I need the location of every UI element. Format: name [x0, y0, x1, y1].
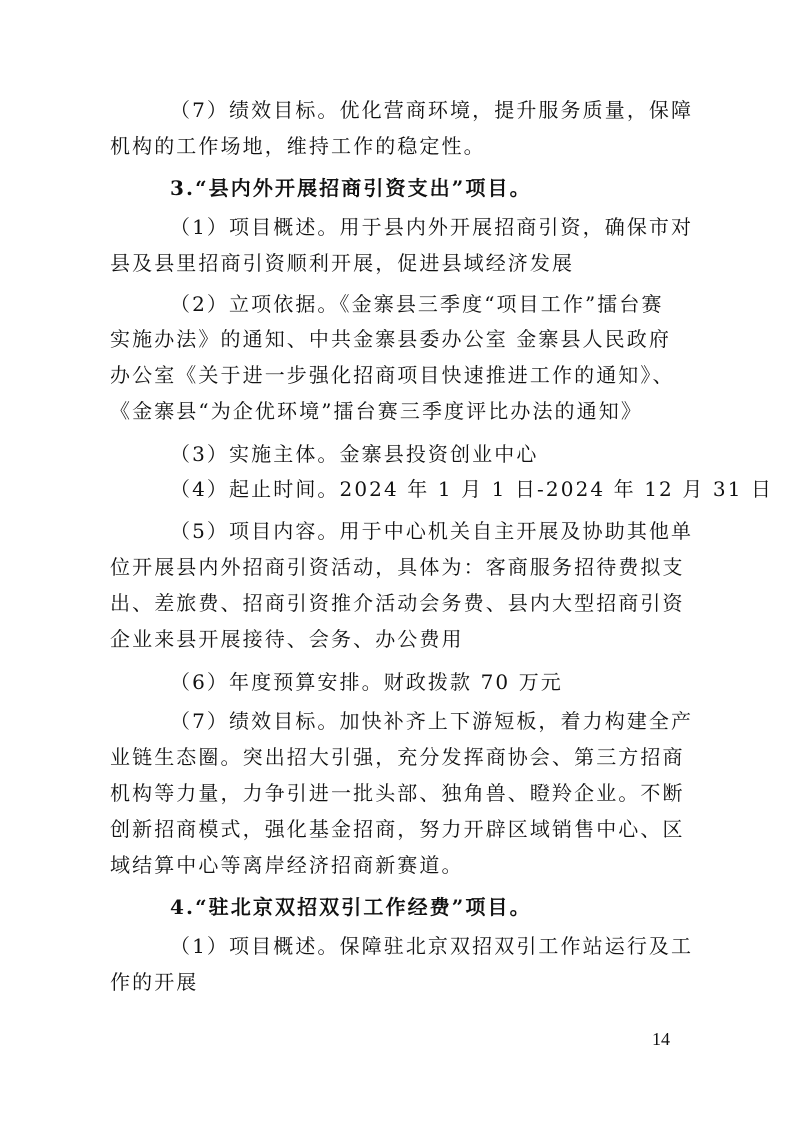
paragraph-line: （6）年度预算安排。财政拨款 70 万元 — [170, 670, 563, 694]
section-heading: 3.“县内外开展招商引资支出”项目。 — [170, 176, 532, 200]
paragraph-line: 《金寨县“为企优环境”擂台赛三季度评比办法的通知》 — [110, 399, 643, 423]
paragraph-line: （1）项目概述。保障驻北京双招双引工作站运行及工 — [170, 934, 694, 958]
paragraph-line: （5）项目内容。用于中心机关自主开展及协助其他单 — [170, 519, 694, 543]
paragraph-line: 业链生态圈。突出招大引强，充分发挥商协会、第三方招商 — [110, 745, 685, 769]
paragraph-line: 办公室《关于进一步强化招商项目快速推进工作的通知》、 — [110, 363, 675, 387]
page-number: 14 — [652, 1029, 670, 1049]
paragraph-line: 机构的工作场地，维持工作的稳定性。 — [110, 134, 486, 158]
paragraph-line: 位开展县内外招商引资活动，具体为：客商服务招待费拟支 — [110, 555, 685, 579]
paragraph-line: （7）绩效目标。加快补齐上下游短板，着力构建全产 — [170, 709, 694, 733]
paragraph-line: 出、差旅费、招商引资推介活动会务费、县内大型招商引资 — [110, 591, 685, 615]
paragraph-line: （2）立项依据。《金寨县三季度“项目工作”擂台赛 — [170, 292, 664, 316]
paragraph-line: 机构等力量，力争引进一批头部、独角兽、瞪羚企业。不断 — [110, 781, 685, 805]
paragraph-line: （7）绩效目标。优化营商环境，提升服务质量，保障 — [170, 98, 694, 122]
paragraph-line: 作的开展 — [110, 970, 199, 994]
paragraph-line: （3）实施主体。金寨县投资创业中心 — [170, 442, 539, 466]
paragraph-line: （4）起止时间。2024 年 1 月 1 日-2024 年 12 月 31 日 — [170, 477, 774, 501]
paragraph-line: 县及县里招商引资顺利开展，促进县域经济发展 — [110, 251, 575, 275]
paragraph-line: 实施办法》的通知、中共金寨县委办公室 金寨县人民政府 — [110, 327, 671, 351]
section-heading: 4.“驻北京双招双引工作经费”项目。 — [170, 895, 532, 919]
paragraph-line: （1）项目概述。用于县内外开展招商引资，确保市对 — [170, 215, 694, 239]
paragraph-line: 创新招商模式，强化基金招商，努力开辟区域销售中心、区 — [110, 817, 685, 841]
paragraph-line: 企业来县开展接待、会务、办公费用 — [110, 627, 464, 651]
paragraph-line: 域结算中心等离岸经济招商新赛道。 — [110, 853, 464, 877]
